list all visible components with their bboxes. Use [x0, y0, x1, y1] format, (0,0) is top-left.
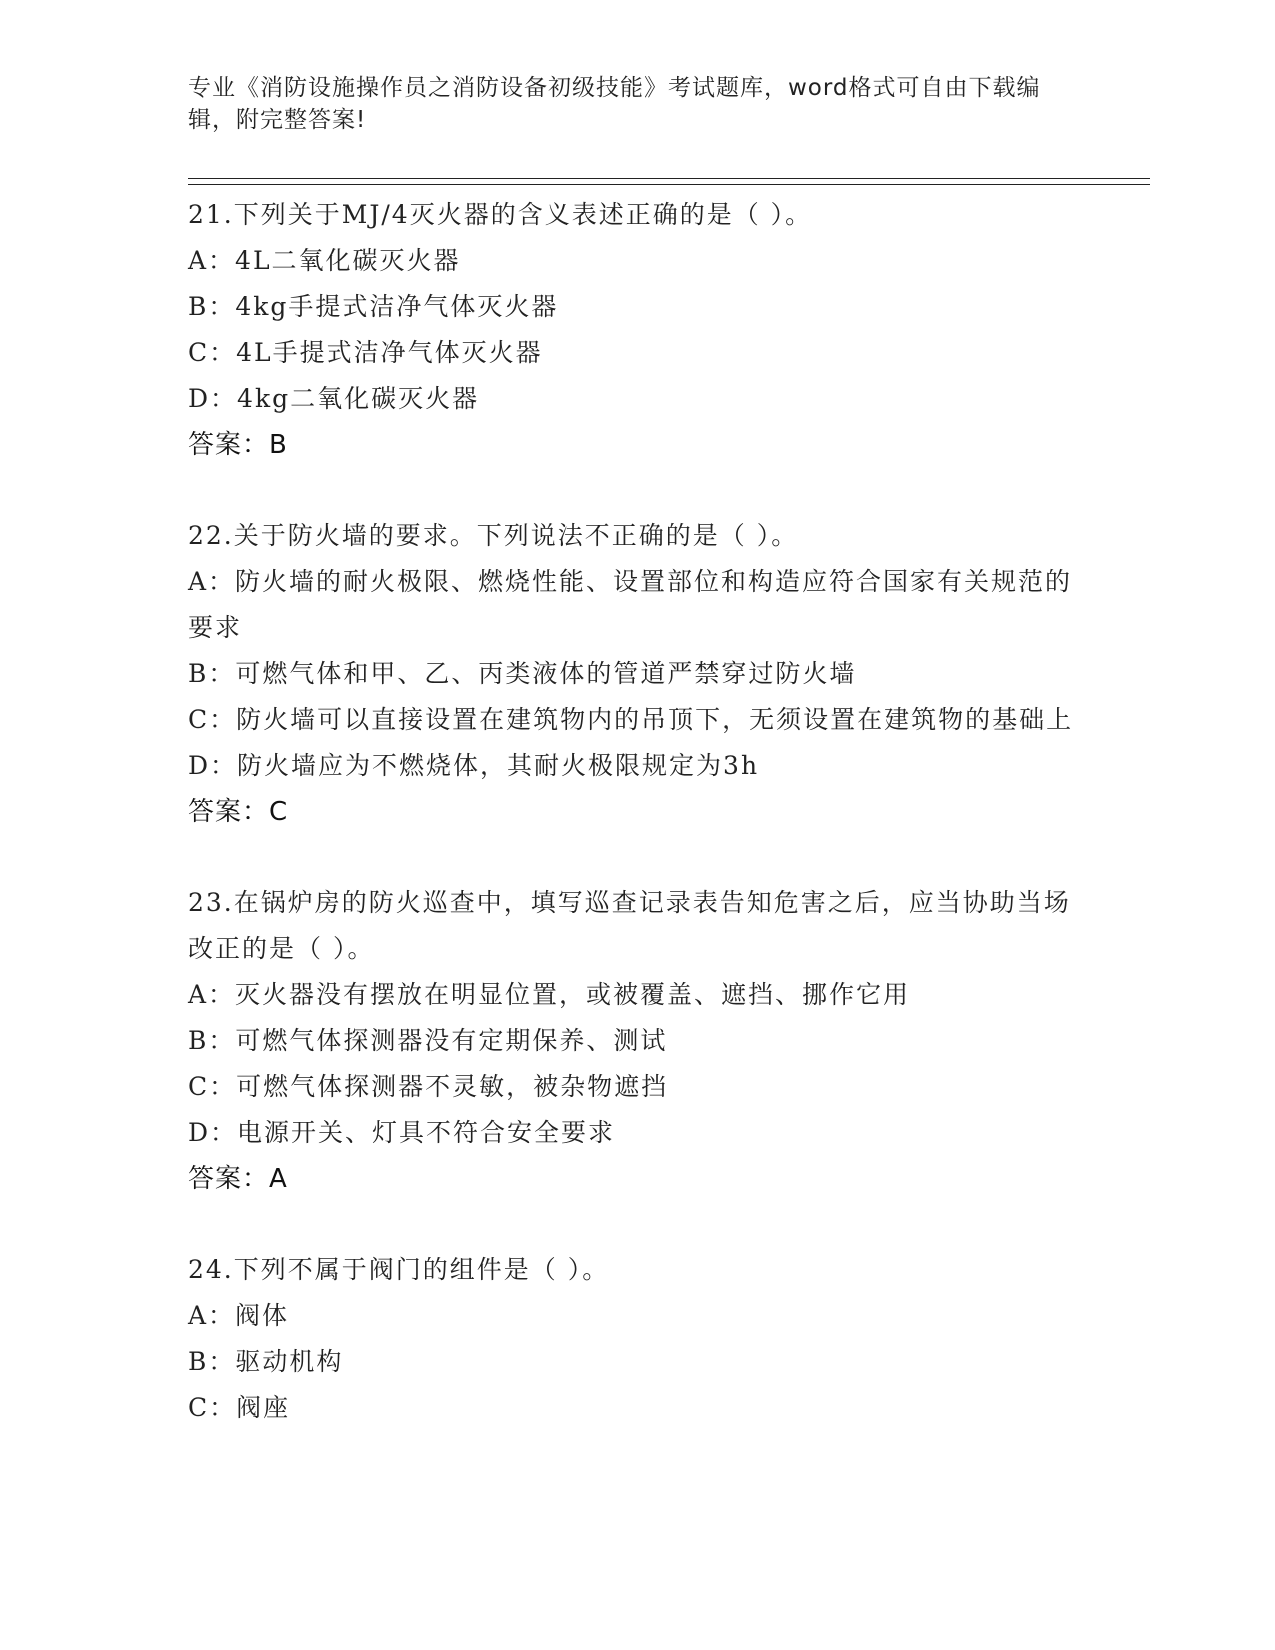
question-list — [188, 192, 1088, 1476]
option-b: B：可燃气体探测器没有定期保养、测试 — [188, 1026, 668, 1055]
question-stem: 21.下列关于MJ/4灭火器的含义表述正确的是（ ）。 — [188, 200, 813, 229]
header-divider-top — [188, 178, 1150, 179]
option-d: D：电源开关、灯具不符合安全要求 — [188, 1118, 616, 1147]
question-22 — [188, 513, 1088, 835]
header-divider-bottom — [188, 184, 1150, 185]
document-header — [188, 72, 1088, 136]
question-21 — [188, 192, 1088, 468]
option-c: C：阀座 — [188, 1393, 291, 1422]
option-d: D：防火墙应为不燃烧体，其耐火极限规定为3h — [188, 751, 760, 780]
header-intro-text: 专业《消防设施操作员之消防设备初级技能》考试题库，word格式可自由下载编辑，附完整答案! — [188, 75, 1041, 133]
question-stem: 24.下列不属于阀门的组件是（ ）。 — [188, 1255, 610, 1284]
option-b: B：可燃气体和甲、乙、丙类液体的管道严禁穿过防火墙 — [188, 659, 857, 688]
option-c: C：4L手提式洁净气体灭火器 — [188, 338, 543, 367]
option-b: B：驱动机构 — [188, 1347, 344, 1376]
option-b: B：4kg手提式洁净气体灭火器 — [188, 292, 559, 321]
option-a: A：4L二氧化碳灭火器 — [188, 246, 461, 275]
answer-line: 答案：B — [188, 430, 288, 460]
question-stem: 22.关于防火墙的要求。下列说法不正确的是（ ）。 — [188, 521, 799, 550]
question-24 — [188, 1247, 1088, 1431]
option-d: D：4kg二氧化碳灭火器 — [188, 384, 480, 413]
answer-line: 答案：C — [188, 797, 289, 827]
option-c: C：可燃气体探测器不灵敏，被杂物遮挡 — [188, 1072, 669, 1101]
option-a: A：灭火器没有摆放在明显位置，或被覆盖、遮挡、挪作它用 — [188, 980, 911, 1009]
answer-line: 答案：A — [188, 1164, 288, 1194]
option-a: A：阀体 — [188, 1301, 290, 1330]
question-23 — [188, 880, 1088, 1202]
question-stem: 23.在锅炉房的防火巡查中，填写巡查记录表告知危害之后，应当协助当场改正的是（ ）。 — [188, 888, 1071, 963]
option-a: A：防火墙的耐火极限、燃烧性能、设置部位和构造应符合国家有关规范的要求 — [188, 567, 1073, 642]
option-c: C：防火墙可以直接设置在建筑物内的吊顶下，无须设置在建筑物的基础上 — [188, 705, 1074, 734]
